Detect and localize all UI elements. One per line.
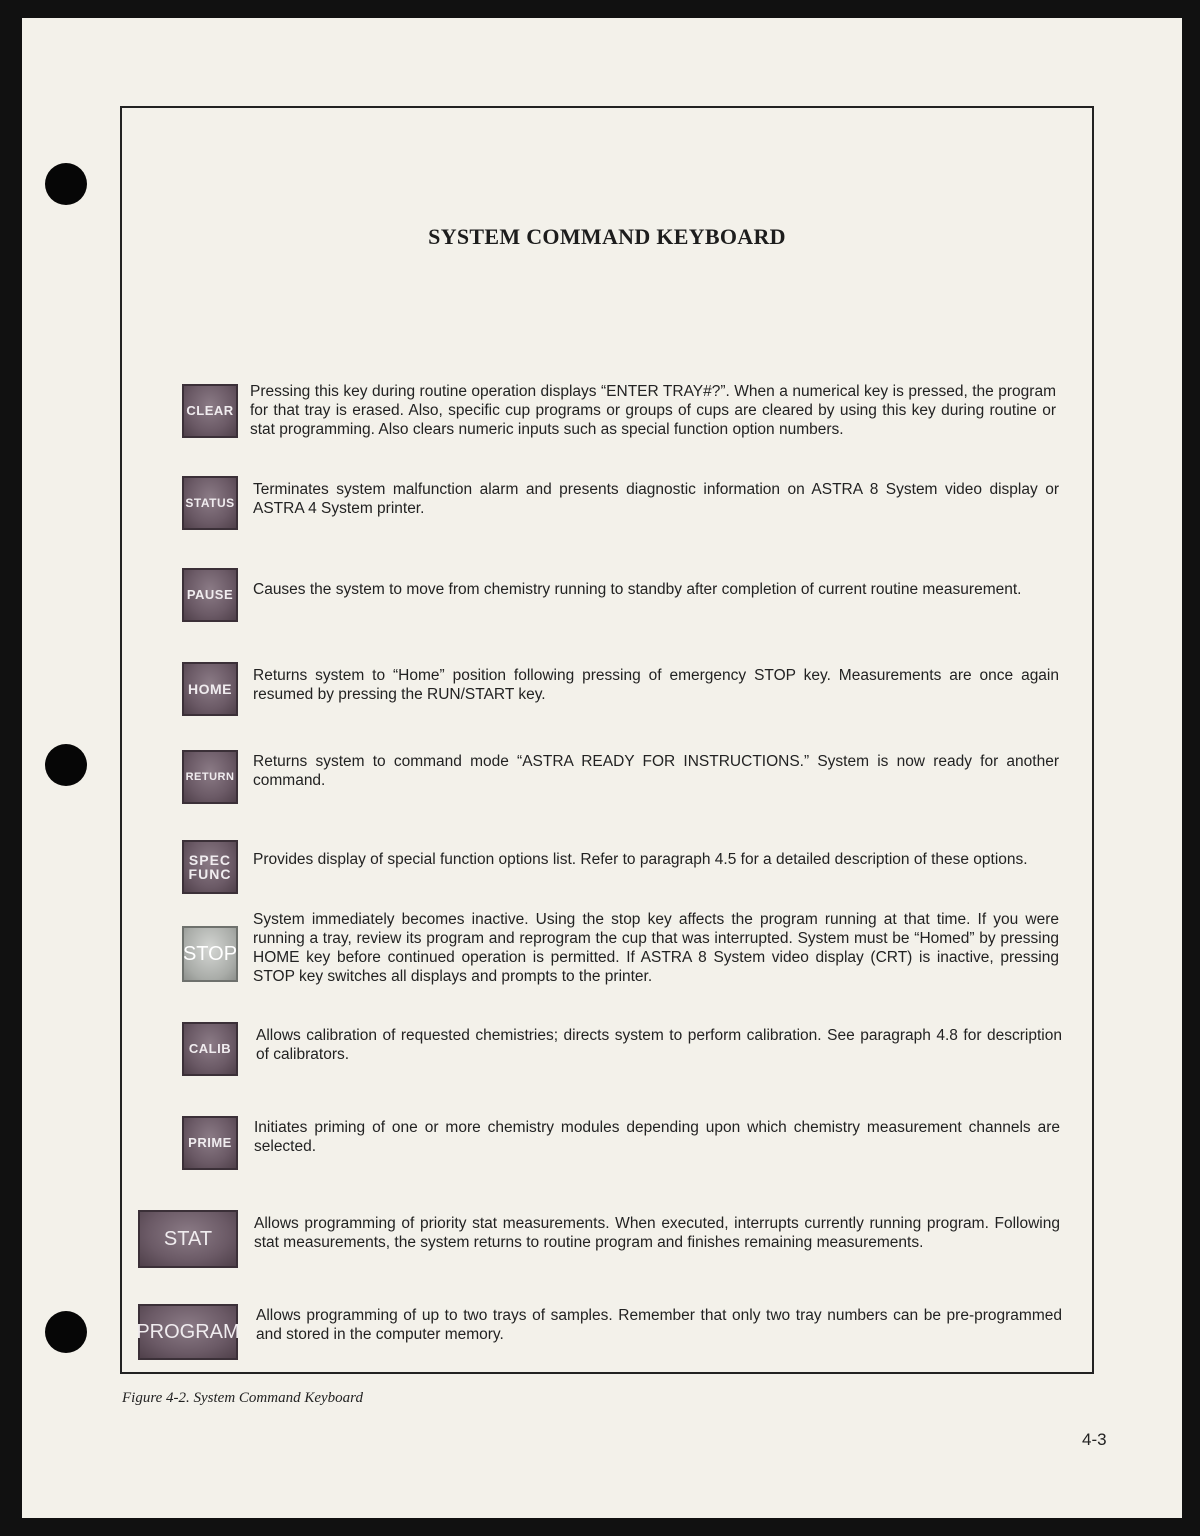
page-title: SYSTEM COMMAND KEYBOARD <box>428 224 786 249</box>
status-key-description: Terminates system malfunction alarm and presents diagnostic information on ASTRA 8 System video display or ASTRA 4 System printer. <box>253 481 1059 517</box>
clear-key-description: Pressing this key during routine operation displays “ENTER TRAY#?”. When a numerical key is pressed, the program for that tray is erased. Also, specific cup programs or groups of cups are cleared by using this key during routine or stat programming. Also clears numeric inputs such as special function option numbers. <box>250 383 1056 438</box>
home-key: HOME <box>182 662 238 716</box>
pause-key-description: Causes the system to move from chemistry running to standby after completion of current routine measurement. <box>253 581 1022 598</box>
spec-func-key: SPEC FUNC <box>182 840 238 894</box>
prime-key-description: Initiates priming of one or more chemistry modules depending upon which chemistry measurement channels are selected. <box>254 1119 1060 1155</box>
stop-key: STOP <box>182 926 238 982</box>
spec-func-key-description: Provides display of special function options list. Refer to paragraph 4.5 for a detailed description of these options. <box>253 851 1028 868</box>
home-key-description: Returns system to “Home” position following pressing of emergency STOP key. Measurements are once again resumed by pressing the RUN/START key. <box>253 667 1059 703</box>
stat-key: STAT <box>138 1210 238 1268</box>
status-key: STATUS <box>182 476 238 530</box>
binder-hole-middle <box>45 744 87 786</box>
page-number: 4-3 <box>1082 1430 1107 1449</box>
calib-key: CALIB <box>182 1022 238 1076</box>
stop-key-description: System immediately becomes inactive. Using the stop key affects the program running at that time. If you were running a tray, review its program and reprogram the cup that was interrupted. System must be “Homed” by pressing HOME key before continued operation is permitted. If ASTRA 8 System video display (CRT) is inactive, pressing STOP key switches all displays and prompts to the printer. <box>253 911 1059 985</box>
program-key-description: Allows programming of up to two trays of samples. Remember that only two tray numbers can be pre-programmed and stored in the computer memory. <box>256 1307 1062 1343</box>
figure-caption: Figure 4-2. System Command Keyboard <box>122 1390 363 1406</box>
figure-frame <box>120 106 1094 1374</box>
return-key: RETURN <box>182 750 238 804</box>
pause-key: PAUSE <box>182 568 238 622</box>
return-key-description: Returns system to command mode “ASTRA READY FOR INSTRUCTIONS.” System is now ready for another command. <box>253 753 1059 789</box>
clear-key: CLEAR <box>182 384 238 438</box>
stat-key-description: Allows programming of priority stat measurements. When executed, interrupts currently running program. Following stat measurements, the system returns to routine program and finishes remaining measurements. <box>254 1215 1060 1251</box>
prime-key: PRIME <box>182 1116 238 1170</box>
binder-hole-bottom <box>45 1311 87 1353</box>
document-page <box>22 18 1182 1518</box>
binder-hole-top <box>45 163 87 205</box>
calib-key-description: Allows calibration of requested chemistries; directs system to perform calibration. See paragraph 4.8 for description of calibrators. <box>256 1027 1062 1063</box>
program-key: PROGRAM <box>138 1304 238 1360</box>
